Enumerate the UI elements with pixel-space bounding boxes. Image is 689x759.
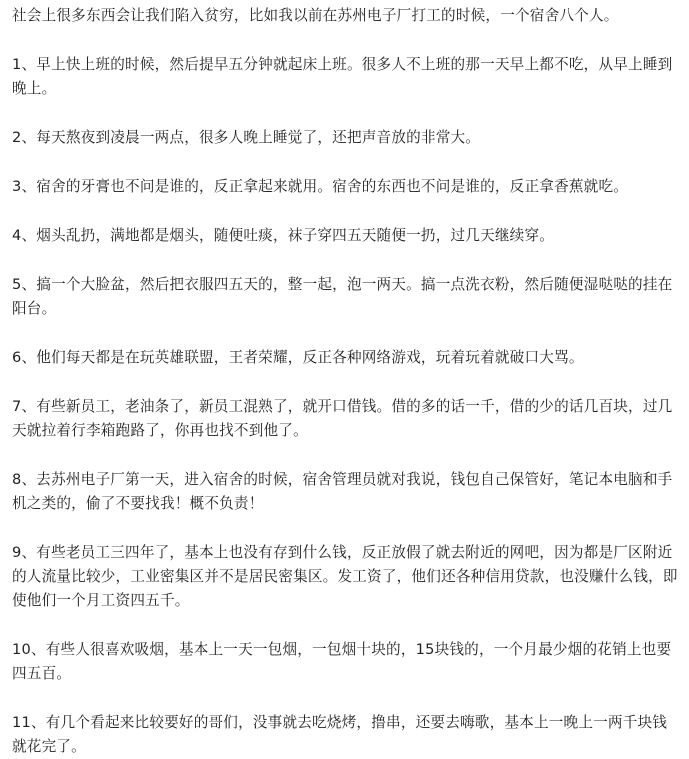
list-item: 8、去苏州电子厂第一天，进入宿舍的时候，宿舍管理员就对我说，钱包自己保管好，笔记本电脑和手机之类的，偷了不要找我！概不负责！ bbox=[12, 471, 673, 512]
list-item: 5、搞一个大脸盆，然后把衣服四五天的，整一起，泡一两天。搞一点洗衣粉，然后随便湿哒哒的挂在阳台。 bbox=[12, 276, 673, 317]
intro-paragraph: 社会上很多东西会让我们陷入贫穷，比如我以前在苏州电子厂打工的时候，一个宿舍八个人。 bbox=[12, 7, 619, 24]
list-item: 1、早上快上班的时候，然后提早五分钟就起床上班。很多人不上班的那一天早上都不吃，从早上睡到晚上。 bbox=[12, 56, 673, 97]
list-item: 3、宿舍的牙膏也不问是谁的，反正拿起来就用。宿舍的东西也不问是谁的，反正拿香蕉就吃。 bbox=[12, 178, 629, 195]
list-item: 11、有几个看起来比较要好的哥们，没事就去吃烧烤，撸串，还要去嗨歌，基本上一晚上一两千块钱就花完了。 bbox=[12, 714, 668, 755]
list-item: 4、烟头乱扔，满地都是烟头，随便吐痰，袜子穿四五天随便一扔，过几天继续穿。 bbox=[12, 227, 555, 244]
list-item: 6、他们每天都是在玩英雄联盟，王者荣耀，反正各种网络游戏，玩着玩着就破口大骂。 bbox=[12, 349, 584, 366]
article-body bbox=[12, 4, 680, 759]
list-item: 7、有些新员工，老油条了，新员工混熟了，就开口借钱。借的多的话一千，借的少的话几百块，过几天就拉着行李箱跑路了，你再也找不到他了。 bbox=[12, 398, 673, 439]
list-item: 9、有些老员工三四年了，基本上也没有存到什么钱，反正放假了就去附近的网吧，因为都是厂区附近的人流量比较少，工业密集区并不是居民密集区。发工资了，他们还各种信用贷款，也没赚什么钱，即使他们一个月工资四五千。 bbox=[12, 544, 678, 609]
list-item: 2、每天熬夜到凌晨一两点，很多人晚上睡觉了，还把声音放的非常大。 bbox=[12, 129, 481, 146]
list-item: 10、有些人很喜欢吸烟，基本上一天一包烟，一包烟十块的，15块钱的，一个月最少烟的花销上也要四五百。 bbox=[12, 641, 672, 682]
